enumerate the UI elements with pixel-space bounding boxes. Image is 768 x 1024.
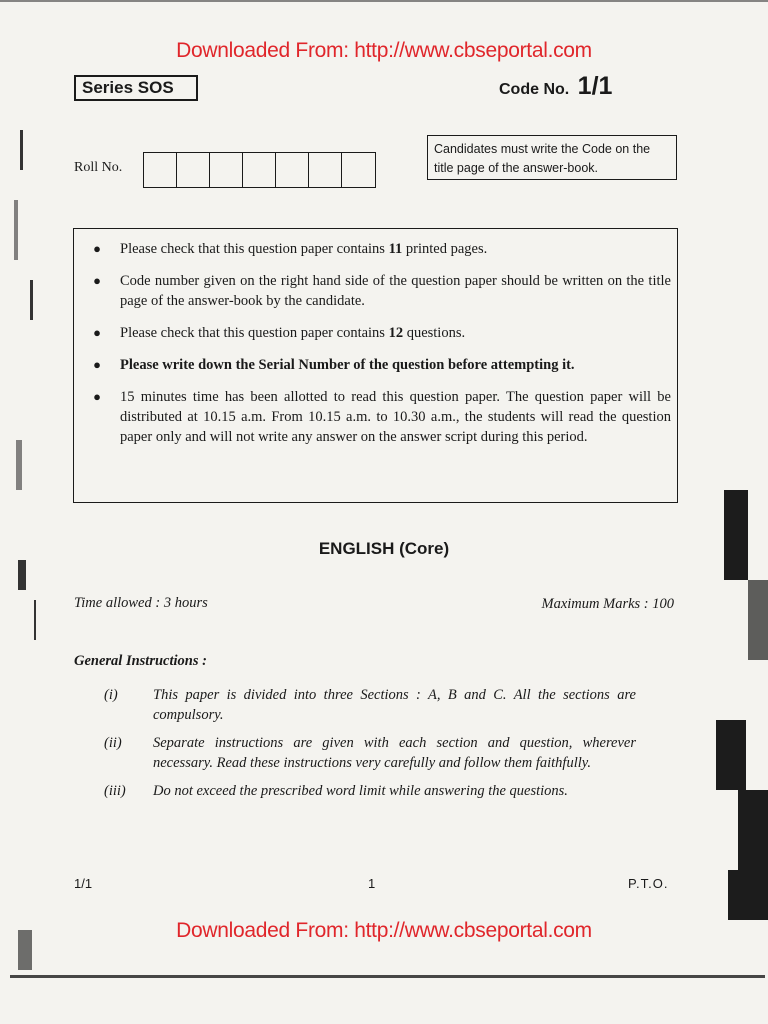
code-number <box>499 72 612 101</box>
instruction-text-part: Code number given on the right hand side of the question paper should be written on the title page of the answer-book by the candidate. <box>120 273 671 309</box>
instruction-item <box>74 239 671 259</box>
bullet-icon: ● <box>93 325 101 340</box>
general-instruction-text: This paper is divided into three Sections : A, B and C. All the sections are compulsory. <box>153 687 636 723</box>
instruction-count: 12 <box>388 325 404 341</box>
instruction-text-part: 15 minutes time has been allotted to read this question paper. The question paper will be distributed at 10.15 a.m. From 10.15 a.m. to 10.30 a.m., the students will read the question paper only and will not write any answer on the answer script during this period. <box>120 389 671 445</box>
general-instruction-number: (ii) <box>104 735 122 751</box>
bullet-icon: ● <box>93 241 101 256</box>
series-label: Series SOS <box>74 75 198 101</box>
footer-code: 1/1 <box>74 876 93 891</box>
download-source-banner-bottom[interactable]: Downloaded From: http://www.cbseportal.com <box>176 919 592 942</box>
general-instruction-number: (iii) <box>104 783 126 799</box>
scan-edge-top <box>0 0 768 12</box>
instruction-item <box>74 271 671 311</box>
general-instructions-list <box>104 685 636 809</box>
general-instruction-text: Do not exceed the prescribed word limit while answering the questions. <box>153 783 568 799</box>
candidate-code-note: Candidates must write the Code on the title page of the answer-book. <box>427 135 677 180</box>
roll-number-label: Roll No. <box>74 160 123 175</box>
instruction-item <box>74 355 671 375</box>
code-number-label: Code No. <box>499 81 570 98</box>
general-instruction-item <box>104 733 636 773</box>
instruction-text-part: printed pages. <box>402 241 488 257</box>
please-turn-over: P.T.O. <box>628 876 669 891</box>
instruction-text-part: Please check that this question paper contains <box>120 325 389 341</box>
instruction-text <box>120 239 671 259</box>
instruction-text <box>120 271 671 311</box>
instruction-item <box>74 323 671 343</box>
instruction-text-part: questions. <box>403 325 466 341</box>
page-number: 1 <box>368 876 376 891</box>
general-instruction-text: Separate instructions are given with each section and question, wherever necessary. Read these instructions very carefully and follow them faithfully. <box>153 735 636 771</box>
roll-number-digit-box[interactable] <box>210 153 243 187</box>
download-source-banner-top[interactable]: Downloaded From: http://www.cbseportal.com <box>176 39 592 62</box>
general-instruction-item <box>104 685 636 725</box>
bullet-icon: ● <box>93 389 101 404</box>
scan-left-margin-artifacts <box>0 120 40 1000</box>
roll-number-digit-box[interactable] <box>144 153 177 187</box>
general-instruction-item <box>104 781 636 801</box>
roll-number-digit-box[interactable] <box>309 153 342 187</box>
roll-number-digit-box[interactable] <box>276 153 309 187</box>
general-instructions-title: General Instructions : <box>74 653 207 669</box>
paper-instructions-box <box>73 228 678 503</box>
general-instruction-number: (i) <box>104 687 118 703</box>
roll-number-digit-box[interactable] <box>177 153 210 187</box>
bullet-icon: ● <box>93 357 101 372</box>
instruction-text-part: Please write down the Serial Number of the question before attempting it. <box>120 357 575 373</box>
roll-number-boxes[interactable] <box>143 152 376 188</box>
roll-number-digit-box[interactable] <box>342 153 375 187</box>
time-allowed: Time allowed : 3 hours <box>74 595 208 611</box>
scan-bottom-rule <box>10 975 765 978</box>
maximum-marks: Maximum Marks : 100 <box>541 596 674 612</box>
bullet-icon: ● <box>93 273 101 288</box>
instruction-text <box>120 323 671 343</box>
roll-number-digit-box[interactable] <box>243 153 276 187</box>
subject-title: ENGLISH (Core) <box>318 539 450 558</box>
instruction-text-part: Please check that this question paper contains <box>120 241 389 257</box>
instruction-text <box>120 387 671 447</box>
code-number-value: 1/1 <box>577 72 613 100</box>
instruction-count: 11 <box>388 241 403 257</box>
instruction-item <box>74 387 671 447</box>
instruction-text <box>120 355 671 375</box>
